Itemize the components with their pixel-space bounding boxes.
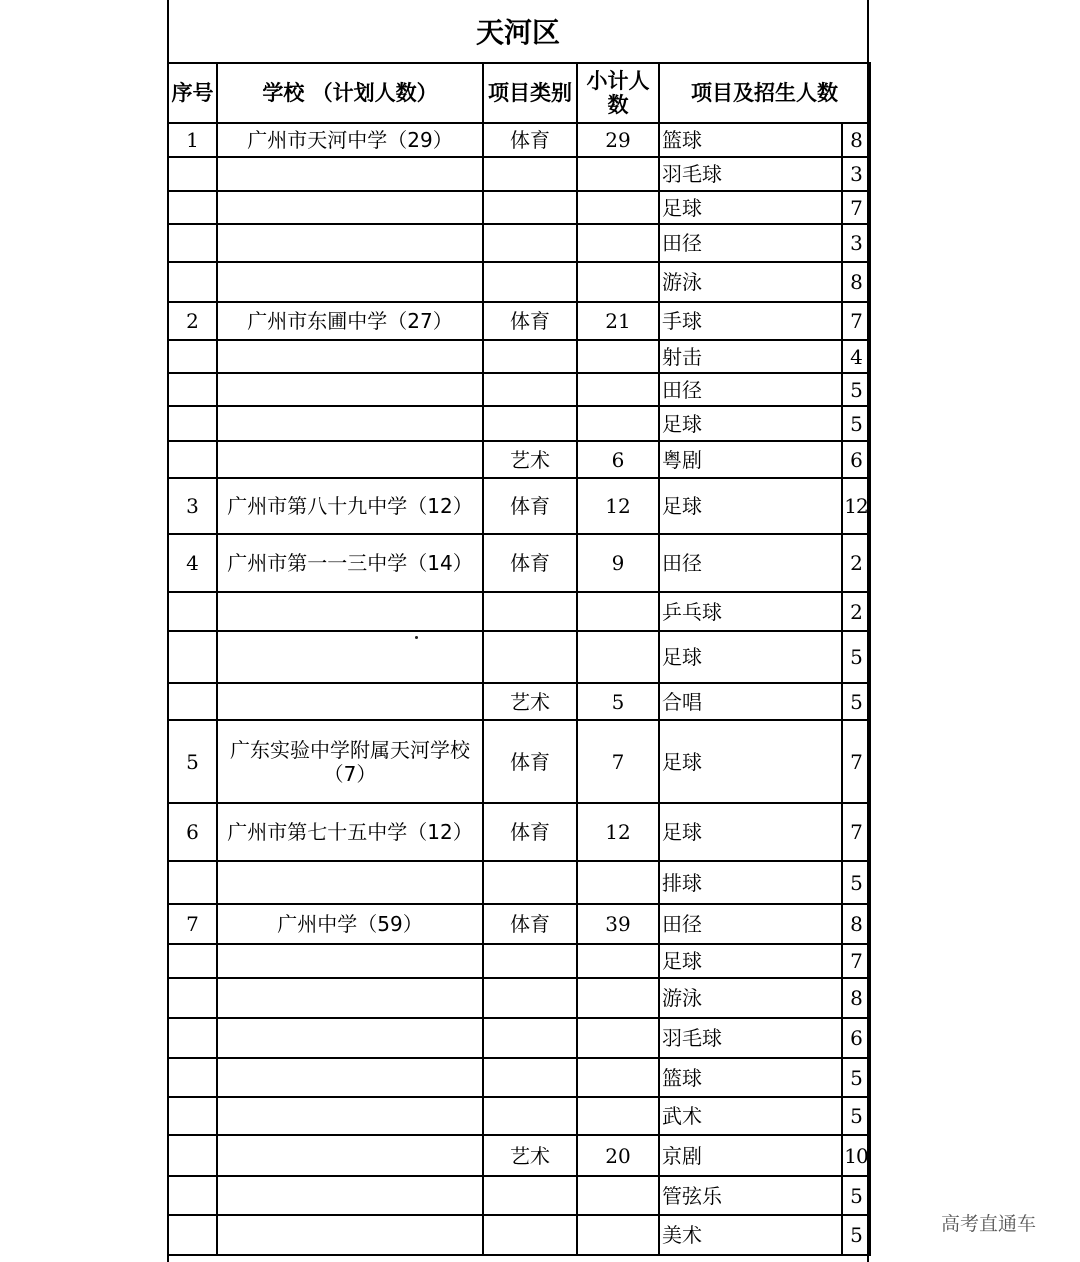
table-row: [168, 592, 870, 631]
cell-school: [217, 861, 483, 904]
table-row: [168, 978, 870, 1018]
cell-school: [217, 373, 483, 406]
header-projects: 项目及招生人数: [659, 63, 870, 123]
cell-seq: [168, 592, 217, 631]
cell-subtotal: 12: [577, 478, 659, 534]
cell-school: 广州市天河中学（29）: [217, 123, 483, 157]
cell-seq: [168, 441, 217, 478]
cell-count: 8: [842, 123, 870, 157]
cell-seq: [168, 1018, 217, 1058]
cell-project: 管弦乐: [659, 1176, 842, 1215]
cell-category: 艺术: [483, 1135, 577, 1176]
cell-subtotal: 39: [577, 904, 659, 944]
cell-count: 2: [842, 592, 870, 631]
cell-school: 广州市第一一三中学（14）: [217, 534, 483, 592]
cell-category: [483, 1176, 577, 1215]
table-row: [168, 1018, 870, 1058]
cell-seq: [168, 861, 217, 904]
cell-subtotal: [577, 1176, 659, 1215]
cell-project: 羽毛球: [659, 157, 842, 191]
cell-project: 武术: [659, 1097, 842, 1135]
cell-seq: [168, 224, 217, 262]
cell-project: 田径: [659, 904, 842, 944]
cell-school: 广州市东圃中学（27）: [217, 302, 483, 340]
cell-seq: [168, 157, 217, 191]
cell-project: 田径: [659, 534, 842, 592]
cell-seq: [168, 373, 217, 406]
watermark: 高考直通车: [941, 1213, 1037, 1235]
cell-count: 7: [842, 803, 870, 861]
cell-category: [483, 592, 577, 631]
cell-count: 8: [842, 978, 870, 1018]
cell-category: 体育: [483, 904, 577, 944]
cell-school: [217, 1135, 483, 1176]
cell-project: 篮球: [659, 123, 842, 157]
header-seq: 序号: [168, 63, 217, 123]
cell-count: 5: [842, 1058, 870, 1097]
table-row: [168, 1176, 870, 1215]
cell-subtotal: 5: [577, 683, 659, 720]
cell-school: [217, 631, 483, 683]
cell-school: 广州中学（59）: [217, 904, 483, 944]
cell-seq: [168, 1058, 217, 1097]
cell-subtotal: [577, 1018, 659, 1058]
table-row: [168, 224, 870, 262]
cell-school: [217, 262, 483, 302]
cell-project: 美术: [659, 1215, 842, 1255]
cell-project: 粤剧: [659, 441, 842, 478]
enrollment-table: [167, 62, 871, 1256]
table-row: [168, 441, 870, 478]
cell-category: [483, 191, 577, 224]
cell-seq: [168, 1135, 217, 1176]
cell-subtotal: [577, 224, 659, 262]
cell-school: [217, 157, 483, 191]
cell-count: 4: [842, 340, 870, 373]
cell-count: 5: [842, 631, 870, 683]
cell-school: [217, 340, 483, 373]
cell-seq: [168, 1097, 217, 1135]
cell-category: [483, 631, 577, 683]
cell-seq: [168, 978, 217, 1018]
cell-project: 田径: [659, 373, 842, 406]
cell-subtotal: [577, 340, 659, 373]
cell-project: 足球: [659, 803, 842, 861]
cell-seq: 4: [168, 534, 217, 592]
cell-subtotal: [577, 406, 659, 441]
header-category: 项目类别: [483, 63, 577, 123]
cell-count: 6: [842, 1018, 870, 1058]
table-row: [168, 861, 870, 904]
table-row: [168, 191, 870, 224]
cell-subtotal: [577, 262, 659, 302]
cell-school: [217, 592, 483, 631]
cell-school: [217, 1058, 483, 1097]
cell-category: [483, 157, 577, 191]
cell-school: [217, 944, 483, 978]
cell-category: [483, 978, 577, 1018]
table-row: [168, 720, 870, 803]
cell-subtotal: 29: [577, 123, 659, 157]
cell-category: [483, 1018, 577, 1058]
cell-subtotal: 12: [577, 803, 659, 861]
cell-count: 5: [842, 406, 870, 441]
page-title: 天河区: [475, 16, 560, 49]
cell-count: 5: [842, 373, 870, 406]
cell-project: 乒乓球: [659, 592, 842, 631]
cell-category: 艺术: [483, 683, 577, 720]
cell-count: 7: [842, 720, 870, 803]
cell-count: 8: [842, 262, 870, 302]
cell-category: [483, 406, 577, 441]
cell-category: [483, 1097, 577, 1135]
cell-seq: [168, 262, 217, 302]
table-row: [168, 1097, 870, 1135]
cell-school: [217, 1018, 483, 1058]
cell-project: 手球: [659, 302, 842, 340]
cell-school: 广州市第七十五中学（12）: [217, 803, 483, 861]
cell-count: 7: [842, 191, 870, 224]
cell-school: [217, 441, 483, 478]
cell-subtotal: [577, 191, 659, 224]
cell-subtotal: [577, 1097, 659, 1135]
cell-category: 体育: [483, 803, 577, 861]
cell-project: 田径: [659, 224, 842, 262]
cell-school: [217, 1097, 483, 1135]
cell-seq: [168, 1176, 217, 1215]
table-row: [168, 262, 870, 302]
header-school: 学校 （计划人数）: [217, 63, 483, 123]
cell-subtotal: [577, 978, 659, 1018]
cell-count: 3: [842, 157, 870, 191]
cell-seq: 2: [168, 302, 217, 340]
table-row: [168, 123, 870, 157]
cell-count: 2: [842, 534, 870, 592]
cell-category: 体育: [483, 123, 577, 157]
cell-project: 足球: [659, 720, 842, 803]
table-row: [168, 683, 870, 720]
cell-school: [217, 191, 483, 224]
cell-category: 体育: [483, 534, 577, 592]
cell-category: 体育: [483, 478, 577, 534]
cell-count: 6: [842, 441, 870, 478]
cell-seq: 1: [168, 123, 217, 157]
stray-mark: [415, 636, 418, 639]
cell-count: 10: [842, 1135, 870, 1176]
table-row: [168, 944, 870, 978]
cell-category: 艺术: [483, 441, 577, 478]
cell-school: [217, 683, 483, 720]
cell-project: 合唱: [659, 683, 842, 720]
cell-project: 足球: [659, 478, 842, 534]
cell-seq: 5: [168, 720, 217, 803]
cell-school: 广州市第八十九中学（12）: [217, 478, 483, 534]
cell-subtotal: 21: [577, 302, 659, 340]
cell-count: 5: [842, 1097, 870, 1135]
cell-subtotal: 20: [577, 1135, 659, 1176]
cell-project: 射击: [659, 340, 842, 373]
cell-category: [483, 944, 577, 978]
cell-subtotal: 9: [577, 534, 659, 592]
cell-project: 足球: [659, 944, 842, 978]
table-row: [168, 534, 870, 592]
cell-seq: [168, 191, 217, 224]
table-bottom-edge: [167, 1248, 869, 1262]
table-row: [168, 302, 870, 340]
cell-count: 5: [842, 683, 870, 720]
cell-seq: 6: [168, 803, 217, 861]
cell-category: [483, 861, 577, 904]
cell-count: 8: [842, 904, 870, 944]
cell-subtotal: [577, 861, 659, 904]
cell-category: 体育: [483, 720, 577, 803]
cell-project: 京剧: [659, 1135, 842, 1176]
cell-project: 篮球: [659, 1058, 842, 1097]
cell-seq: [168, 944, 217, 978]
cell-category: 体育: [483, 302, 577, 340]
cell-count: 5: [842, 861, 870, 904]
cell-count: 7: [842, 302, 870, 340]
table-row: [168, 157, 870, 191]
cell-count: 3: [842, 224, 870, 262]
table-row: [168, 406, 870, 441]
cell-project: 足球: [659, 191, 842, 224]
cell-project: 足球: [659, 631, 842, 683]
cell-project: 游泳: [659, 262, 842, 302]
cell-count: 5: [842, 1215, 870, 1255]
table-row: [168, 904, 870, 944]
cell-subtotal: [577, 373, 659, 406]
cell-subtotal: [577, 592, 659, 631]
cell-category: [483, 340, 577, 373]
cell-category: [483, 262, 577, 302]
table-row: [168, 340, 870, 373]
cell-count: 12: [842, 478, 870, 534]
table-row: [168, 373, 870, 406]
cell-count: 5: [842, 1176, 870, 1215]
table-body: [168, 123, 870, 1255]
table-row: [168, 1135, 870, 1176]
table-row: [168, 478, 870, 534]
cell-school: [217, 978, 483, 1018]
cell-subtotal: [577, 157, 659, 191]
header-subtotal: 小计人数: [577, 63, 659, 123]
table-row: [168, 1058, 870, 1097]
cell-seq: 7: [168, 904, 217, 944]
cell-school: [217, 406, 483, 441]
table-row: [168, 631, 870, 683]
cell-school: [217, 224, 483, 262]
cell-school: 广东实验中学附属天河学校（7）: [217, 720, 483, 803]
cell-count: 7: [842, 944, 870, 978]
cell-project: 排球: [659, 861, 842, 904]
cell-project: 游泳: [659, 978, 842, 1018]
cell-subtotal: [577, 1058, 659, 1097]
cell-seq: [168, 631, 217, 683]
cell-subtotal: [577, 631, 659, 683]
cell-seq: [168, 340, 217, 373]
cell-school: [217, 1176, 483, 1215]
cell-subtotal: [577, 944, 659, 978]
cell-seq: [168, 683, 217, 720]
table-row: [168, 803, 870, 861]
cell-subtotal: 6: [577, 441, 659, 478]
table-header-row: [168, 63, 870, 123]
cell-project: 足球: [659, 406, 842, 441]
cell-seq: [168, 406, 217, 441]
cell-category: [483, 224, 577, 262]
cell-project: 羽毛球: [659, 1018, 842, 1058]
cell-category: [483, 1058, 577, 1097]
cell-category: [483, 373, 577, 406]
cell-subtotal: 7: [577, 720, 659, 803]
cell-seq: 3: [168, 478, 217, 534]
